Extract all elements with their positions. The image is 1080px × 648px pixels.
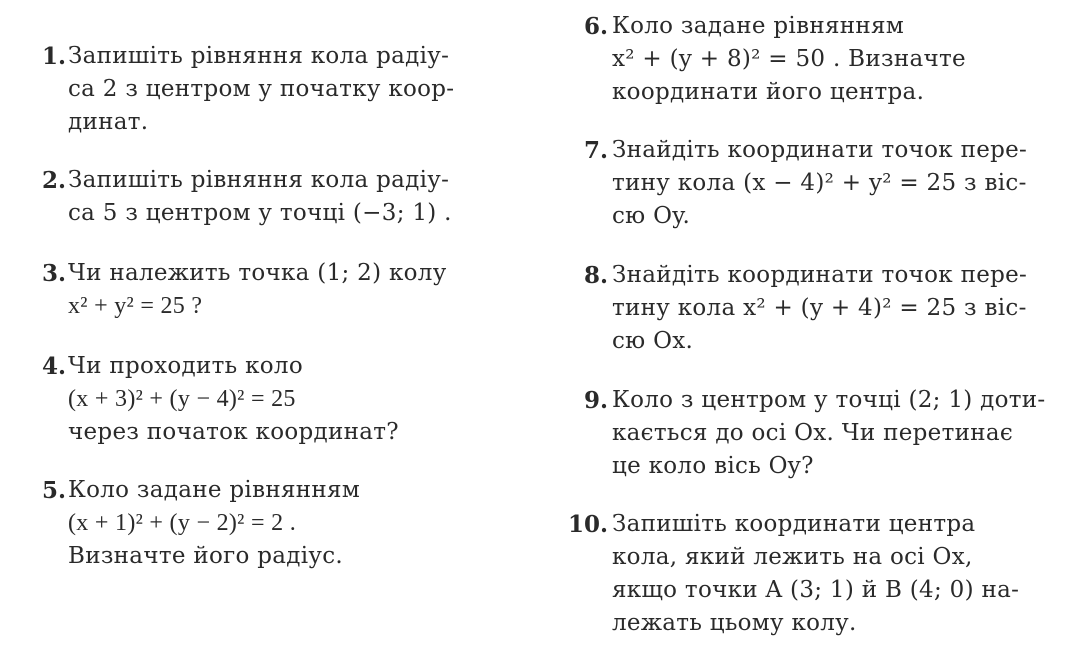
- problem-line: сю Ox.: [612, 328, 694, 354]
- problem-number: 7.: [583, 137, 608, 164]
- problem-text: [68, 474, 498, 573]
- problem-number: 10.: [568, 511, 609, 538]
- problem-number: 6.: [583, 13, 608, 40]
- problem-number: 4.: [41, 353, 66, 380]
- problem-number: 2.: [41, 167, 66, 194]
- problem-line: сю Oy.: [612, 203, 691, 229]
- problem-line: са 2 з центром у початку коор-: [68, 76, 455, 102]
- problem-line: кола, який лежить на осі Ox,: [612, 544, 973, 570]
- problem-text: [68, 257, 498, 323]
- problem-line: координати його центра.: [612, 79, 925, 105]
- problem-line: Чи проходить коло: [68, 353, 303, 379]
- problem-text: [68, 40, 498, 139]
- problem-number: 3.: [41, 260, 66, 287]
- problem-line: якщо точки A (3; 1) й B (4; 0) на-: [612, 577, 1020, 603]
- problem-line: Коло задане рівнянням: [612, 13, 905, 39]
- problem-text: [612, 259, 1048, 358]
- problem-number: 9.: [583, 387, 608, 414]
- problem-number: 5.: [41, 477, 66, 504]
- problem-text: [612, 134, 1048, 233]
- problem-formula: x² + y² = 25 ?: [68, 293, 203, 319]
- problem-text: [68, 164, 498, 230]
- problem-line: Коло задане рівнянням: [68, 477, 361, 503]
- problem-text: [612, 508, 1048, 640]
- problem-line: Чи належить точка (1; 2) колу: [68, 260, 447, 286]
- problem-line: Запишіть рівняння кола радіу-: [68, 43, 450, 69]
- problem-text: [612, 384, 1048, 483]
- problem-line: Запишіть координати центра: [612, 511, 976, 537]
- problem-line: через початок координат?: [68, 419, 399, 445]
- problem-formula: (x + 3)² + (y − 4)² = 25: [68, 386, 296, 412]
- problem-text: [612, 10, 1048, 109]
- problem-line: тину кола x² + (y + 4)² = 25 з віс-: [612, 295, 1027, 321]
- problem-number: 8.: [583, 262, 608, 289]
- problem-line: тину кола (x − 4)² + y² = 25 з віс-: [612, 170, 1027, 196]
- problem-line: кається до осі Ox. Чи перетинає: [612, 420, 1014, 446]
- problem-formula: (x + 1)² + (y − 2)² = 2 .: [68, 510, 296, 536]
- problem-text: [68, 350, 498, 449]
- problem-line: динат.: [68, 109, 149, 135]
- problem-line: Визначте його радіус.: [68, 543, 344, 569]
- problem-line: са 5 з центром у точці (−3; 1) .: [68, 200, 452, 226]
- problem-number: 1.: [41, 43, 66, 70]
- problem-line: лежать цьому колу.: [612, 610, 857, 636]
- problem-line: Коло з центром у точці (2; 1) доти-: [612, 387, 1046, 413]
- problem-line: Знайдіть координати точок пере-: [612, 137, 1028, 163]
- problem-line: це коло вісь Oy?: [612, 453, 814, 479]
- problem-line: x² + (y + 8)² = 50 . Визначте: [612, 46, 966, 72]
- problem-line: Запишіть рівняння кола радіу-: [68, 167, 450, 193]
- problem-line: Знайдіть координати точок пере-: [612, 262, 1028, 288]
